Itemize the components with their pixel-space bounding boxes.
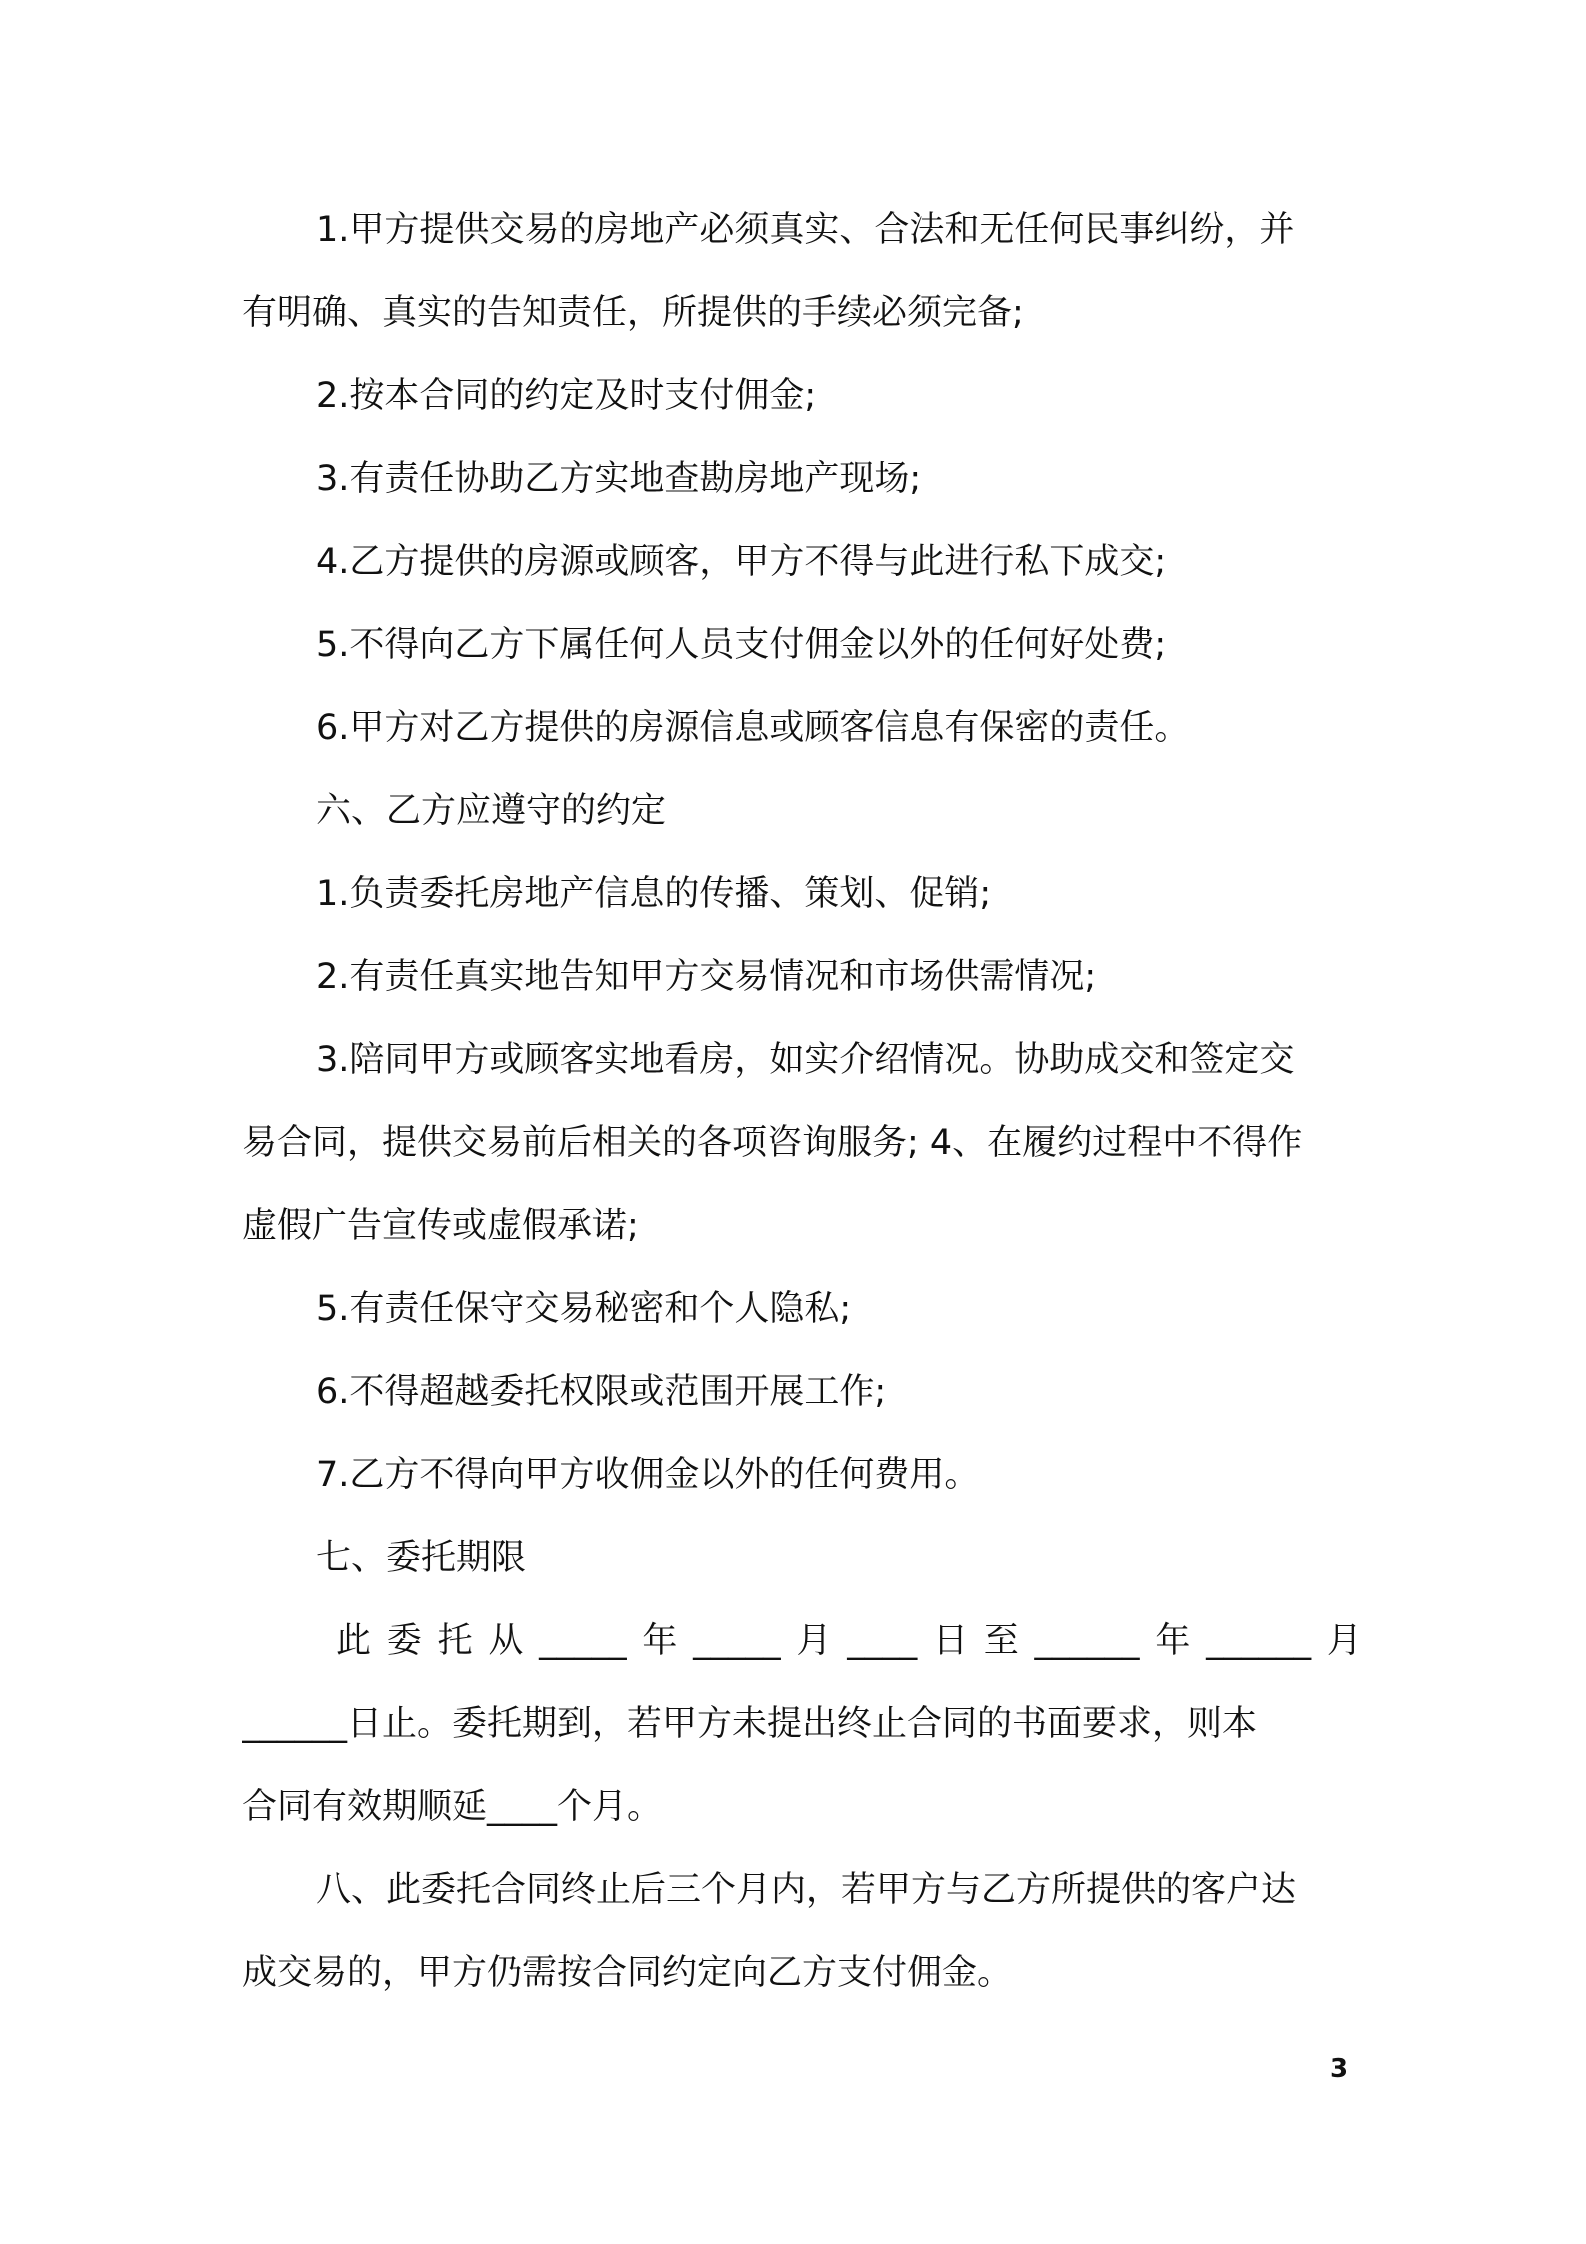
term-token: 委 (386, 1621, 422, 1661)
term-token: 年 (1155, 1621, 1191, 1661)
term-line-3: 合同有效期顺延____个月。 (242, 1787, 663, 1827)
section-8-line-1: 八、此委托合同终止后三个月内，若甲方与乙方所提供的客户达 (316, 1870, 1297, 1910)
term-line (336, 1611, 1362, 1671)
clause-5: 5.不得向乙方下属任何人员支付佣金以外的任何好处费; (316, 625, 1167, 665)
term-token: 托 (437, 1621, 473, 1661)
blank-start-month: _____ (693, 1621, 781, 1661)
blank-start-year: _____ (539, 1621, 627, 1661)
section-6-clause-3-line-2: 易合同，提供交易前后相关的各项咨询服务; 4、在履约过程中不得作 (242, 1123, 1303, 1163)
section-6-clause-3-line-3: 虚假广告宣传或虚假承诺; (242, 1206, 639, 1246)
section-6-clause-5: 5.有责任保守交易秘密和个人隐私; (316, 1289, 852, 1329)
term-token: 日 (932, 1621, 968, 1661)
section-6-clause-2: 2.有责任真实地告知甲方交易情况和市场供需情况; (316, 957, 1097, 997)
term-token: 此 (336, 1621, 372, 1661)
term-token: 月 (1326, 1621, 1362, 1661)
term-token: 月 (796, 1621, 832, 1661)
blank-end-year: ______ (1034, 1621, 1140, 1661)
section-7-heading: 七、委托期限 (316, 1538, 527, 1578)
section-6-heading: 六、乙方应遵守的约定 (316, 791, 667, 831)
section-6-clause-3-line-1: 3.陪同甲方或顾客实地看房，如实介绍情况。协助成交和签定交 (316, 1040, 1295, 1080)
clause-2: 2.按本合同的约定及时支付佣金; (316, 376, 817, 416)
term-token: 从 (488, 1621, 524, 1661)
section-6-clause-1: 1.负责委托房地产信息的传播、策划、促销; (316, 874, 992, 914)
term-line-2: ______日止。委托期到，若甲方未提出终止合同的书面要求，则本 (242, 1704, 1258, 1744)
term-token: 年 (642, 1621, 678, 1661)
page-number: 3 (1330, 2054, 1349, 2084)
blank-start-day: ____ (847, 1621, 918, 1661)
term-token: 至 (983, 1621, 1019, 1661)
blank-end-month: ______ (1206, 1621, 1312, 1661)
section-6-clause-7: 7.乙方不得向甲方收佣金以外的任何费用。 (316, 1455, 980, 1495)
clause-1-line-2: 有明确、真实的告知责任，所提供的手续必须完备; (242, 293, 1024, 333)
clause-1-line-1: 1.甲方提供交易的房地产必须真实、合法和无任何民事纠纷，并 (316, 210, 1295, 250)
clause-3: 3.有责任协助乙方实地查勘房地产现场; (316, 459, 922, 499)
section-6-clause-6: 6.不得超越委托权限或范围开展工作; (316, 1372, 887, 1412)
clause-4: 4.乙方提供的房源或顾客，甲方不得与此进行私下成交; (316, 542, 1167, 582)
clause-6: 6.甲方对乙方提供的房源信息或顾客信息有保密的责任。 (316, 708, 1190, 748)
section-8-line-2: 成交易的，甲方仍需按合同约定向乙方支付佣金。 (242, 1953, 1013, 1993)
